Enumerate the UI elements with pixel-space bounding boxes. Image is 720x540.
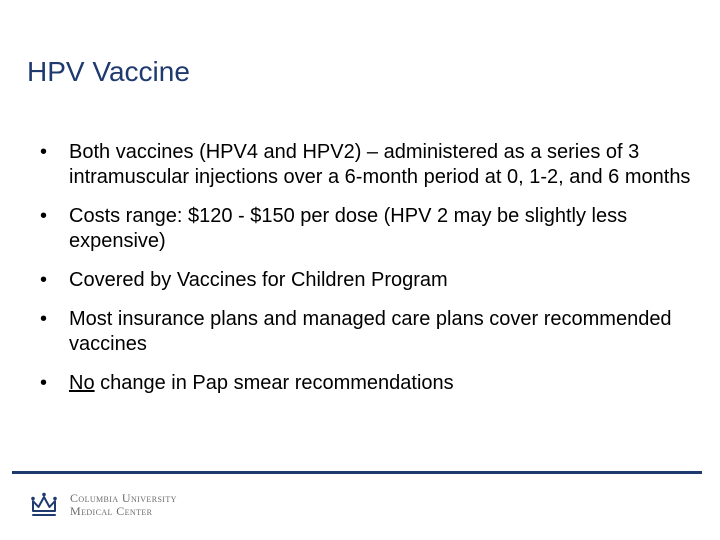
bullet-list — [40, 140, 700, 410]
bullet-marker: • — [40, 372, 48, 394]
bullet-item — [40, 204, 700, 254]
footer-rule — [12, 471, 702, 474]
crown-icon — [30, 492, 58, 518]
bullet-marker: • — [40, 308, 48, 330]
bullet-text: Costs range: $120 - $150 per dose (HPV 2 may be slightly less expensive) — [69, 205, 628, 252]
logo-wordmark — [70, 492, 177, 518]
bullet-marker: • — [40, 141, 48, 163]
bullet-text: Covered by Vaccines for Children Program — [69, 269, 448, 291]
bullet-marker: • — [40, 269, 48, 291]
bullet-item — [40, 307, 700, 357]
logo-line-1: Columbia University — [70, 491, 177, 505]
bullet-text: Most insurance plans and managed care plans cover recommended vaccines — [69, 308, 672, 355]
slide-title: HPV Vaccine — [27, 56, 190, 87]
bullet-item — [40, 140, 700, 190]
underlined-word: No — [69, 372, 95, 394]
bullet-item — [40, 268, 700, 293]
bullet-marker: • — [40, 205, 48, 227]
bullet-text: Both vaccines (HPV4 and HPV2) – administered as a series of 3 intramuscular injections over a 6-month period at 0, 1-2, and 6 months — [69, 141, 691, 188]
bullet-item — [40, 371, 700, 396]
bullet-text: change in Pap smear recommendations — [94, 372, 454, 394]
institution-logo — [30, 492, 177, 518]
logo-line-2: Medical Center — [70, 504, 153, 518]
